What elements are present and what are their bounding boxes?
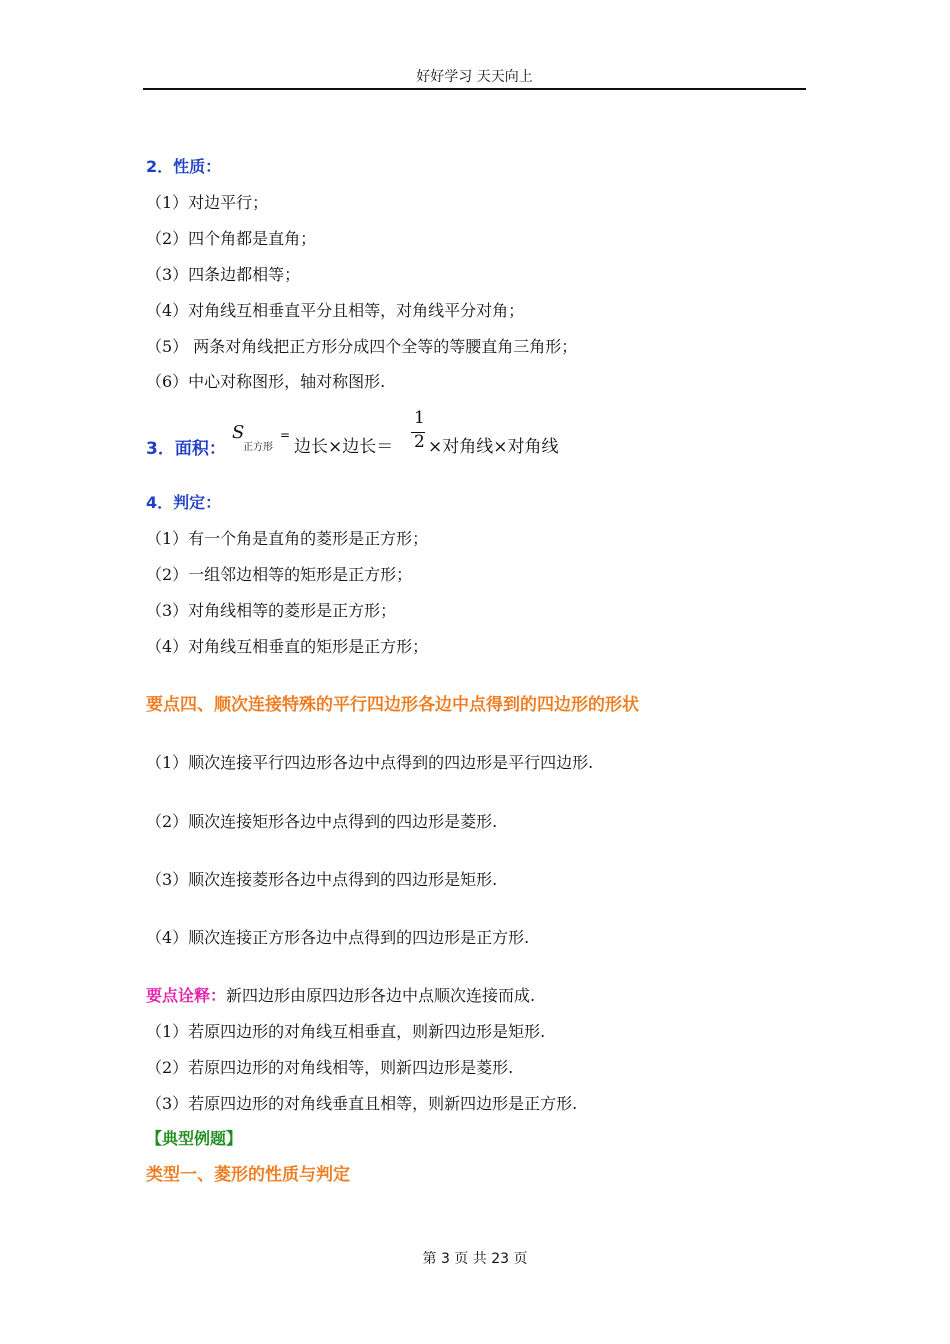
property-item: （5） 两条对角线把正方形分成四个全等的等腰直角三角形；	[146, 337, 578, 356]
note-item: （1）若原四边形的对角线互相垂直，则新四边形是矩形.	[146, 1022, 546, 1041]
section-criteria-title: 4．判定：	[146, 493, 222, 512]
examples-title: 【典型例题】	[146, 1129, 243, 1148]
note-item: （3）若原四边形的对角线垂直且相等，则新四边形是正方形.	[146, 1094, 578, 1113]
note-label: 要点诠释：	[146, 986, 227, 1005]
header-rule	[143, 88, 806, 90]
property-item: （2）四个角都是直角；	[146, 229, 317, 248]
property-item: （3）四条边都相等；	[146, 265, 301, 284]
keypoint4-item: （3）顺次连接菱形各边中点得到的四边形是矩形.	[146, 870, 498, 889]
fraction-numerator: 1	[414, 408, 425, 428]
formula-part2: ×对角线×对角线	[428, 437, 559, 457]
criteria-item: （1）有一个角是直角的菱形是正方形；	[146, 529, 429, 548]
formula-part1: 边长×边长＝	[294, 437, 394, 457]
keypoint4-item: （1）顺次连接平行四边形各边中点得到的四边形是平行四边形.	[146, 753, 594, 772]
property-item: （4）对角线互相垂直平分且相等，对角线平分对角；	[146, 301, 525, 320]
note-line	[146, 985, 535, 1007]
page-footer: 第 3 页 共 23 页	[422, 1251, 528, 1267]
keypoint4-title: 要点四、顺次连接特殊的平行四边形各边中点得到的四边形的形状	[146, 695, 639, 715]
keypoint4-item: （2）顺次连接矩形各边中点得到的四边形是菱形.	[146, 812, 498, 831]
criteria-item: （4）对角线互相垂直的矩形是正方形；	[146, 637, 429, 656]
keypoint4-item: （4）顺次连接正方形各边中点得到的四边形是正方形.	[146, 928, 530, 947]
page-header: 好好学习 天天向上	[416, 69, 533, 85]
property-item: （1）对边平行；	[146, 193, 269, 212]
section-properties-title: 2．性质：	[146, 157, 222, 176]
note-item: （2）若原四边形的对角线相等，则新四边形是菱形.	[146, 1058, 514, 1077]
criteria-item: （2）一组邻边相等的矩形是正方形；	[146, 565, 413, 584]
fraction-denominator: 2	[414, 432, 425, 452]
property-item: （6）中心对称图形，轴对称图形.	[146, 372, 386, 391]
formula-equals: =	[280, 428, 291, 442]
criteria-item: （3）对角线相等的菱形是正方形；	[146, 601, 397, 620]
formula-s: S	[232, 422, 245, 443]
type1-title: 类型一、菱形的性质与判定	[146, 1165, 350, 1185]
section-area-title: 3．面积：	[146, 439, 226, 459]
area-formula	[146, 408, 646, 458]
note-text: 新四边形由原四边形各边中点顺次连接而成.	[226, 986, 536, 1005]
formula-subscript: 正方形	[243, 442, 273, 453]
